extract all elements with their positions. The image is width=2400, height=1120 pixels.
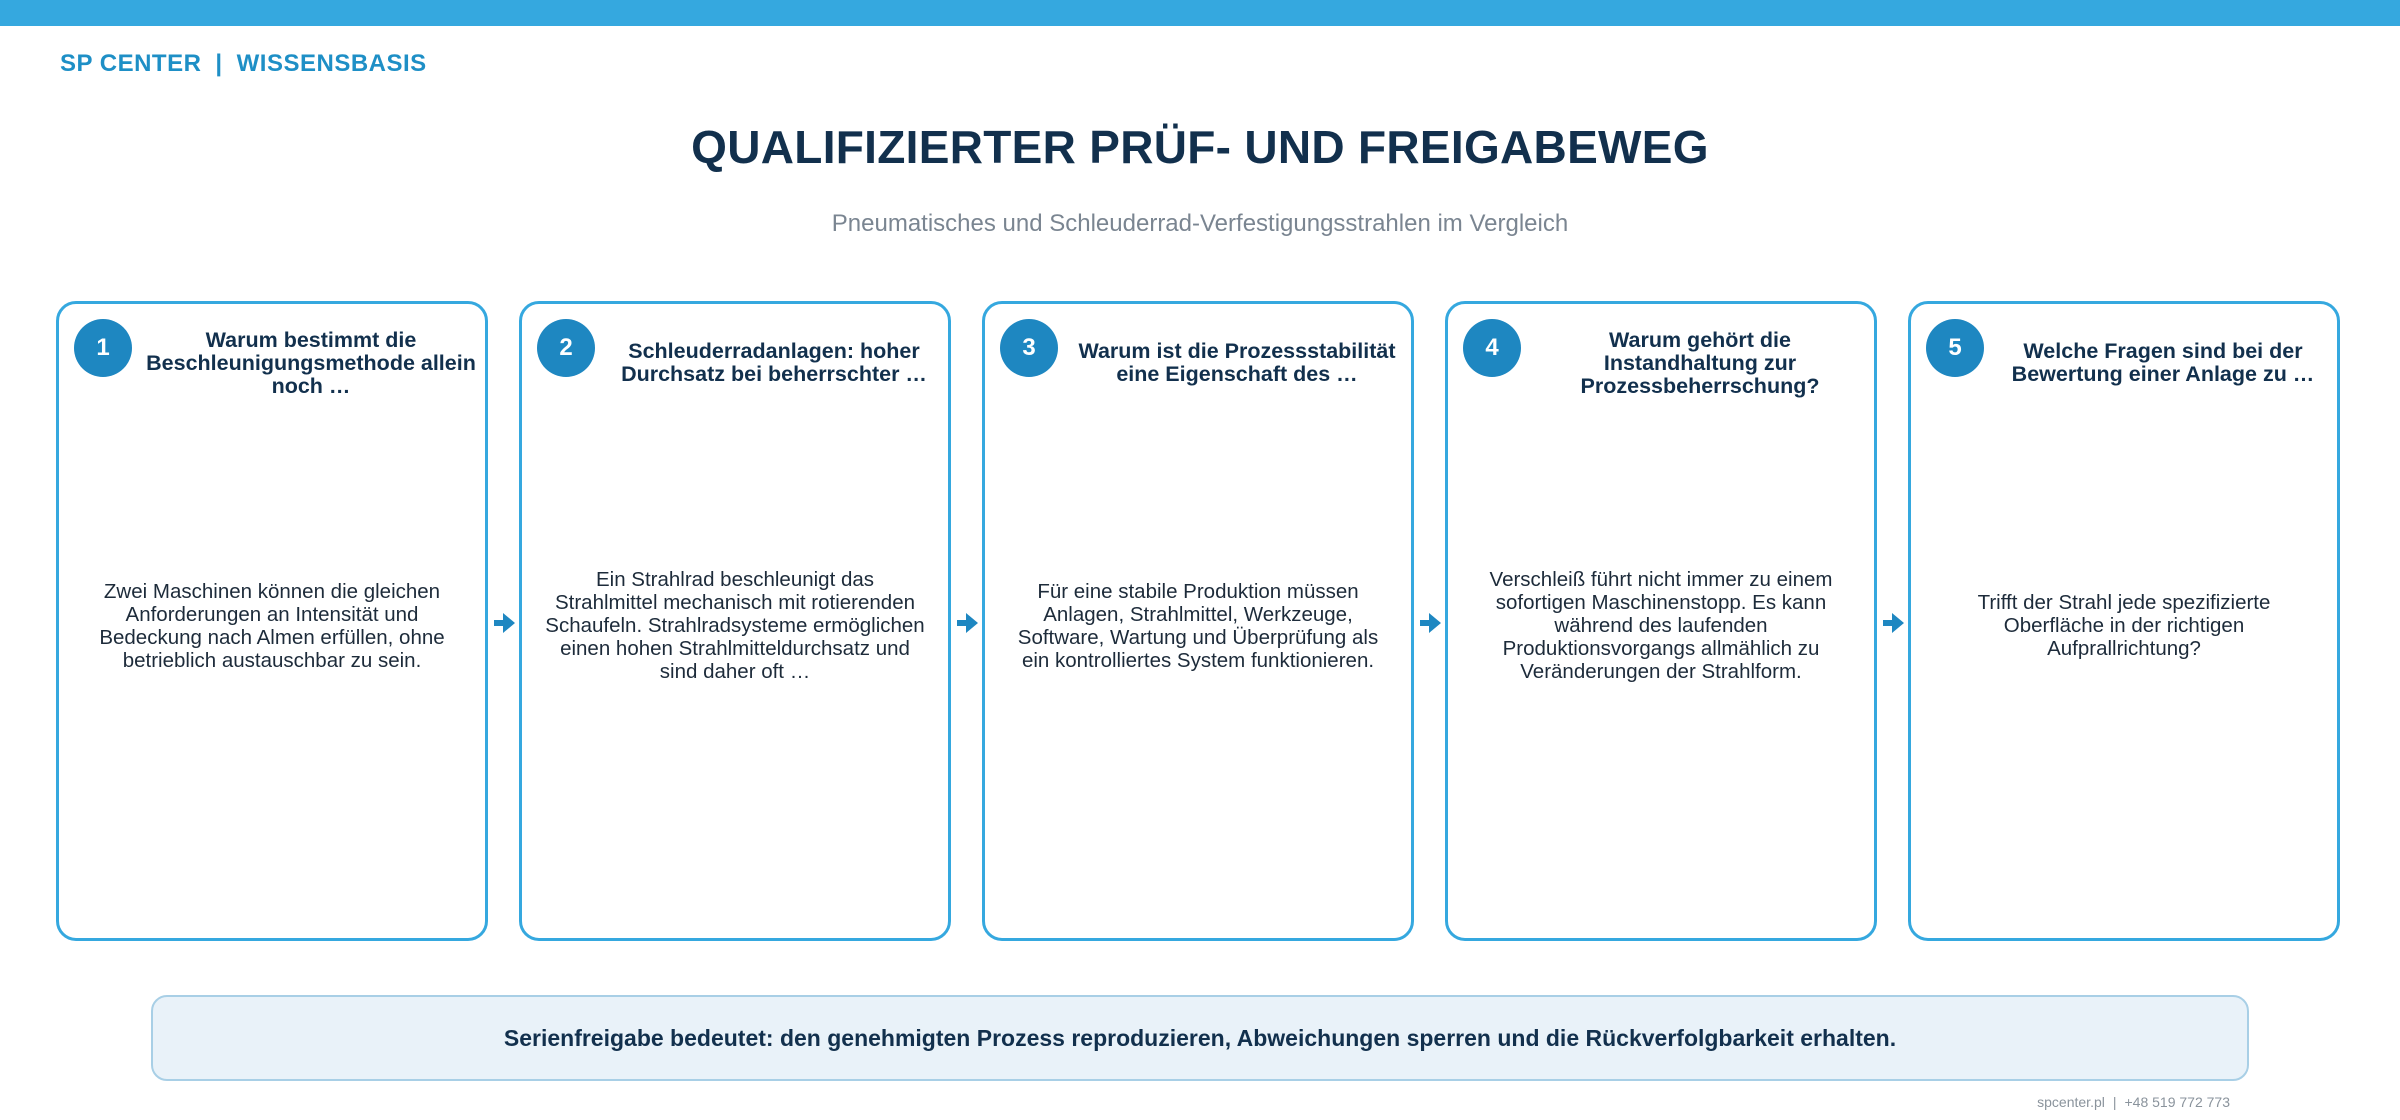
summary-text: Serienfreigabe bedeutet: den genehmigten Prozess reproduzieren, Abweichungen sperren und die Rückverfolgbarkeit erhalten. bbox=[503, 1024, 1897, 1051]
step-title bbox=[1995, 318, 2331, 408]
step-description bbox=[1470, 412, 1852, 839]
step-description-text: Zwei Maschinen können die gleichen Anforderungen an Intensität und Bedeckung nach Almen erfüllen, ohne betrieblich austauschbar zu sein. bbox=[99, 579, 445, 672]
phone-number: +48 519 772 773 bbox=[2124, 1094, 2230, 1110]
arrow-right-icon bbox=[957, 610, 979, 636]
step-number-badge: 3 bbox=[1000, 319, 1058, 377]
step-description bbox=[81, 412, 463, 839]
arrow-right-icon bbox=[1883, 610, 1905, 636]
step-card-4 bbox=[1445, 301, 1877, 941]
step-title-text: Welche Fragen sind bei der Bewertung einer Anlage zu … bbox=[2011, 340, 2315, 386]
step-title bbox=[1532, 318, 1868, 408]
step-title bbox=[606, 318, 942, 408]
step-description-text: Verschleiß führt nicht immer zu einem sofortigen Maschinenstopp. Es kann während des laufenden Produktionsvorgangs allmählich zu Veränderungen der Strahlform. bbox=[1489, 568, 1833, 683]
brand-name: SP CENTER bbox=[60, 50, 202, 77]
step-number-badge: 2 bbox=[537, 319, 595, 377]
website-link[interactable]: spcenter.pl bbox=[2037, 1094, 2105, 1110]
step-description bbox=[544, 412, 926, 839]
step-description-text: Für eine stabile Produktion müssen Anlagen, Strahlmittel, Werkzeuge, Software, Wartung und Überprüfung als ein kontrolliertes System funktionieren. bbox=[1017, 579, 1379, 672]
page-subtitle: Pneumatisches und Schleuderrad-Verfestigungsstrahlen im Vergleich bbox=[831, 210, 1569, 237]
step-number-badge: 5 bbox=[1926, 319, 1984, 377]
step-title bbox=[143, 318, 479, 408]
step-card-3 bbox=[982, 301, 1414, 941]
page-title: QUALIFIZIERTER PRÜF- UND FREIGABEWEG bbox=[691, 121, 1709, 173]
step-description-text: Trifft der Strahl jede spezifizierte Oberfläche in der richtigen Aufprallrichtung? bbox=[1977, 591, 2271, 660]
step-title-text: Warum bestimmt die Beschleunigungsmethode allein noch … bbox=[146, 328, 476, 398]
step-title-text: Warum ist die Prozessstabilität eine Eigenschaft des … bbox=[1078, 340, 1396, 386]
arrow-right-icon bbox=[494, 610, 516, 636]
step-title bbox=[1069, 318, 1405, 408]
top-accent-bar bbox=[0, 0, 2400, 26]
contact-separator: | bbox=[2112, 1094, 2117, 1110]
brand-section: WISSENSBASIS bbox=[236, 50, 427, 77]
step-title-text: Schleuderradanlagen: hoher Durchsatz bei beherrschter … bbox=[621, 340, 927, 386]
step-description bbox=[1933, 412, 2315, 839]
contact-info bbox=[1900, 1094, 2230, 1110]
arrow-right-icon bbox=[1420, 610, 1442, 636]
step-description bbox=[1007, 412, 1389, 839]
step-card-2 bbox=[519, 301, 951, 941]
brand-header bbox=[60, 50, 427, 78]
step-title-text: Warum gehört die Instandhaltung zur Prozessbeherrschung? bbox=[1580, 328, 1820, 398]
step-card-5 bbox=[1908, 301, 2340, 941]
step-number-badge: 4 bbox=[1463, 319, 1521, 377]
step-number-badge: 1 bbox=[74, 319, 132, 377]
step-description-text: Ein Strahlrad beschleunigt das Strahlmittel mechanisch mit rotierenden Schaufeln. Strahlradsysteme ermöglichen einen hohen Strahlmitteldurchsatz und sind daher oft … bbox=[545, 568, 925, 683]
summary-banner bbox=[151, 995, 2249, 1081]
step-card-1 bbox=[56, 301, 488, 941]
brand-separator: | bbox=[215, 50, 223, 77]
